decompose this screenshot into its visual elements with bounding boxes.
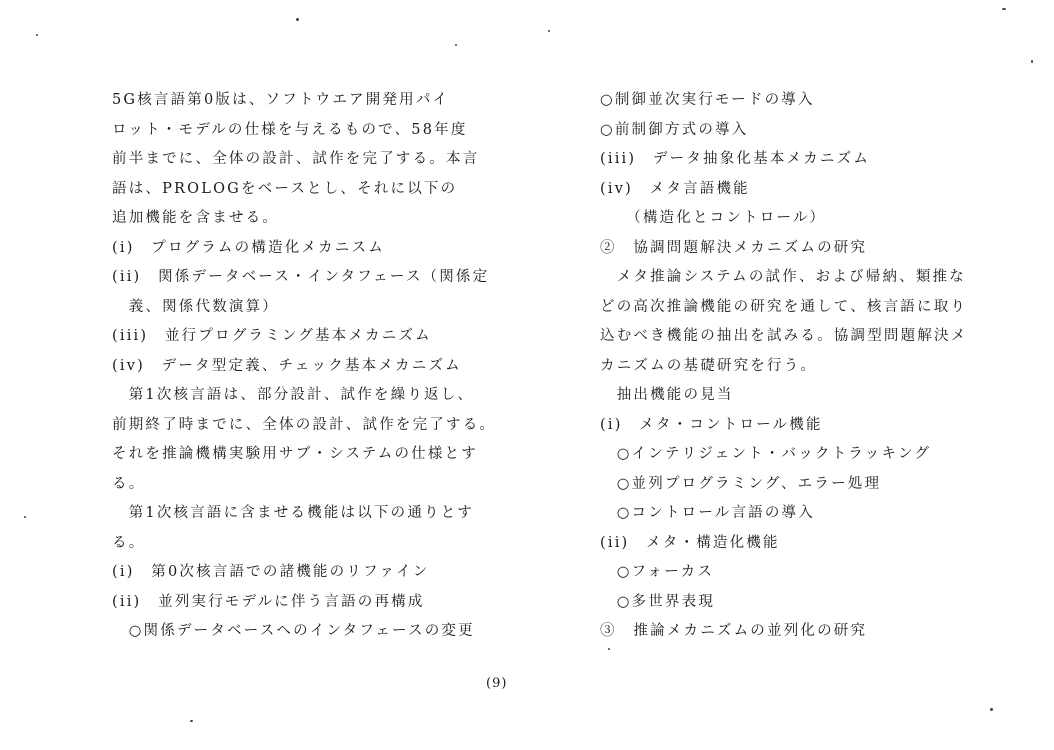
- left-line-17: (i) 第0次核言語での諸機能のリファイン: [112, 564, 430, 580]
- right-line-13: ○インテリジェント・バックトラッキング: [600, 446, 932, 462]
- right-line-6: ② 協調問題解決メカニズムの研究: [600, 239, 868, 256]
- left-line-2: ロット・モデルの仕様を与えるもので、58年度: [112, 121, 468, 138]
- left-line-10: (iv) データ型定義、チェック基本メカニズム: [112, 357, 462, 374]
- left-line-9: (iii) 並行プログラミング基本メカニズム: [112, 328, 432, 344]
- right-line-10: カニズムの基礎研究を行う。: [600, 357, 818, 374]
- left-line-12: 前期終了時までに、全体の設計、試作を完了する。: [112, 416, 497, 433]
- right-line-16: (ii) メタ・構造化機能: [600, 534, 780, 551]
- left-line-3: 前半までに、全体の設計、試作を完了する。本言: [112, 151, 480, 167]
- right-line-9: 込むべき機能の抽出を試みる。協調型問題解決メ: [600, 328, 968, 344]
- right-line-14: ○並列プログラミング、エラー処理: [600, 475, 882, 492]
- left-line-18: (ii) 並列実行モデルに伴う言語の再構成: [112, 593, 425, 610]
- left-line-19: ○関係データベースへのインタフェースの変更: [112, 623, 475, 639]
- left-line-13: それを推論機構実験用サブ・システムの仕様とす: [112, 446, 478, 462]
- right-line-17: ○フォーカス: [600, 564, 715, 580]
- right-line-1: ○制御並次実行モードの導入: [600, 92, 815, 108]
- scan-speck: [24, 516, 26, 518]
- right-line-12: (i) メタ・コントロール機能: [600, 416, 823, 433]
- right-line-2: ○前制御方式の導入: [600, 121, 749, 138]
- right-line-11: 抽出機能の見当: [600, 387, 734, 403]
- right-line-4: (iv) メタ言語機能: [600, 180, 750, 197]
- right-line-8: どの高次推論機能の研究を通して、核言語に取り: [600, 298, 968, 315]
- scan-speck: [1031, 60, 1033, 63]
- right-line-15: ○コントロール言語の導入: [600, 505, 815, 521]
- left-line-16: る。: [112, 534, 146, 551]
- right-line-5: （構造化とコントロール）: [600, 210, 827, 226]
- page-number: (9): [486, 676, 508, 691]
- scan-speck: [608, 648, 610, 650]
- right-line-7: メタ推論システムの試作、および帰納、類推な: [600, 269, 966, 285]
- scan-speck: [455, 44, 457, 46]
- left-line-8: 義、関係代数演算）: [112, 298, 279, 315]
- scan-speck: [990, 708, 993, 711]
- left-line-1: 5G核言語第0版は、ソフトウエア開発用パイ: [112, 92, 450, 108]
- left-line-11: 第1次核言語は、部分設計、試作を繰り返し、: [112, 387, 475, 403]
- left-line-5: 追加機能を含ませる。: [112, 210, 279, 226]
- scan-speck: [190, 720, 193, 722]
- left-line-4: 語は、PROLOGをベースとし、それに以下の: [112, 180, 458, 197]
- left-line-6: (i) プログラムの構造化メカニスム: [112, 239, 385, 256]
- right-line-18: ○多世界表現: [600, 593, 716, 610]
- left-line-15: 第1次核言語に含ませる機能は以下の通りとす: [112, 505, 475, 521]
- right-line-19: ③ 推論メカニズムの並列化の研究: [600, 623, 868, 639]
- scan-speck: [548, 30, 550, 32]
- left-line-7: (ii) 関係データベース・インタフェース（関係定: [112, 269, 490, 285]
- scan-speck: [1002, 8, 1006, 10]
- right-line-3: (iii) データ抽象化基本メカニズム: [600, 151, 871, 167]
- left-line-14: る。: [112, 475, 146, 492]
- scan-speck: [296, 18, 299, 21]
- scan-speck: [36, 34, 38, 36]
